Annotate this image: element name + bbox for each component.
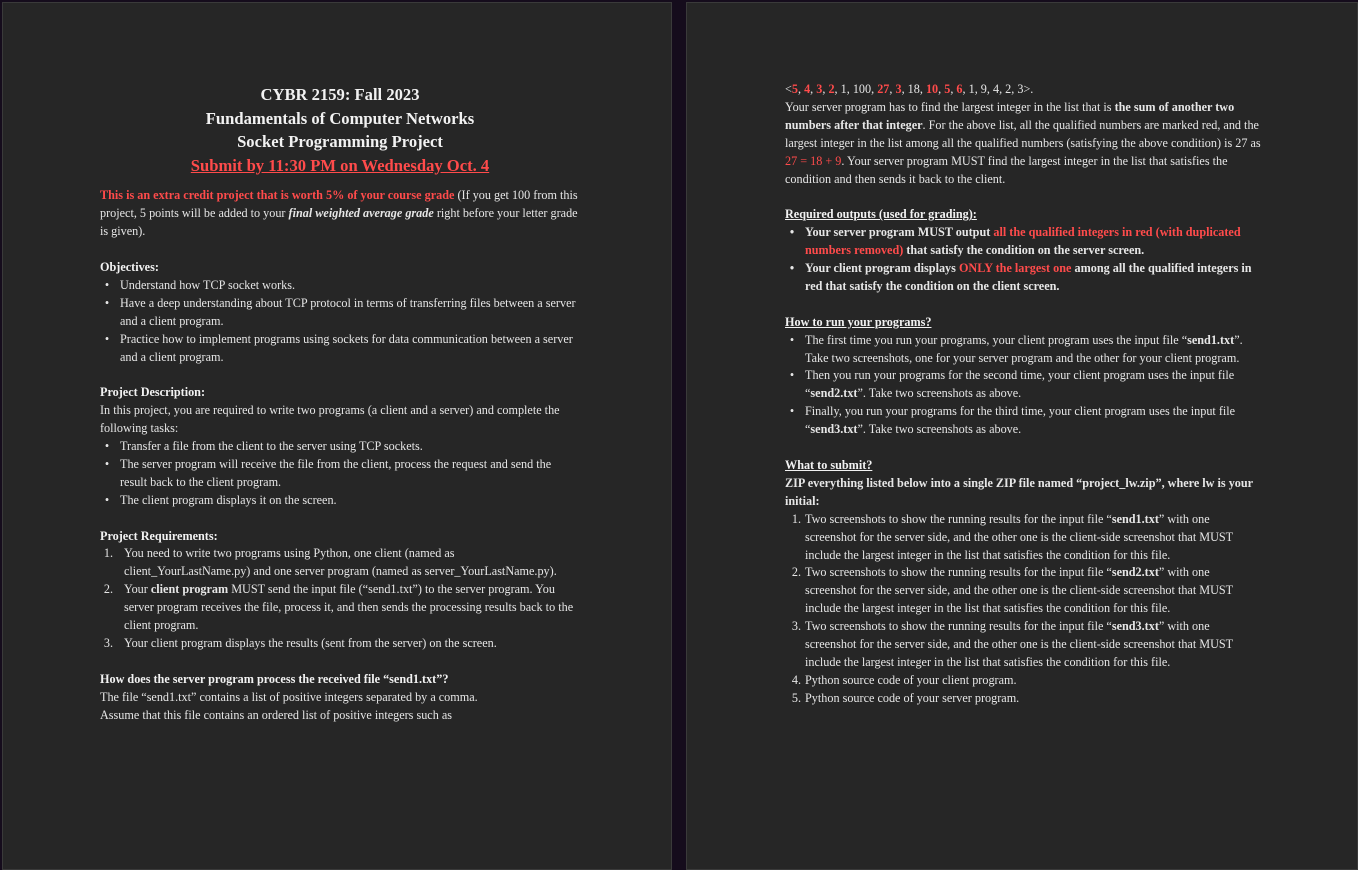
requirements-heading: Project Requirements: xyxy=(100,528,218,543)
project-title: Socket Programming Project xyxy=(237,132,443,152)
example-number: 6 xyxy=(956,82,963,96)
list-item: • The first time you run your programs, your client program uses the input file “send1.txt”. Take two screenshots, one for your server program and the other for your client program. xyxy=(789,332,1243,365)
example-number: 4 xyxy=(804,82,811,96)
list-item: 2. Two screenshots to show the running results for the input file “send2.txt” with one screenshot for the server side, and the other one is the client-side screenshot that MUST include the largest integer in the list that satisfies the condition for this file. xyxy=(791,565,1233,616)
intro-text-2: right before your letter grade is given). xyxy=(100,206,578,239)
example-number: 1 xyxy=(968,82,975,96)
example-numbers: 5, 4, 3, 2, 1, 100, 27, 3, 18, 10, 5, 6, 1, 9, 4, 2, 3 xyxy=(791,82,1024,96)
processing-heading: How does the server program process the received file “send1.txt”? xyxy=(100,671,449,686)
list-item: • The client program displays it on the screen. xyxy=(104,492,337,507)
intro-text-1: (If you get 100 from this project, 5 points will be added to your xyxy=(100,188,578,221)
description-heading: Project Description: xyxy=(100,385,206,400)
example-list: <5, 4, 3, 2, 1, 100, 27, 3, 18, 10, 5, 6, 1, 9, 4, 2, 3>. xyxy=(785,82,1034,96)
submit-list xyxy=(785,511,1261,708)
list-item: 1. Two screenshots to show the running results for the input file “send1.txt” with one screenshot for the server side, and the other one is the client-side screenshot that MUST include the largest integer in the list that satisfies the condition for this file. xyxy=(791,511,1233,562)
outputs-heading: Required outputs (used for grading): xyxy=(785,207,977,222)
description-text: In this project, you are required to write two programs (a client and a server) and complete the following tasks: xyxy=(100,403,560,436)
example-number: 5 xyxy=(791,82,798,96)
list-item: 5. Python source code of your server program. xyxy=(791,690,1020,705)
course-name: Fundamentals of Computer Networks xyxy=(205,108,475,128)
list-item: • Transfer a file from the client to the server using TCP sockets. xyxy=(104,439,423,454)
requirements-list xyxy=(100,545,580,652)
list-item: 4. Python source code of your client program. xyxy=(791,672,1017,687)
list-item: 3. Your client program displays the results (sent from the server) on the screen. xyxy=(103,635,497,650)
outputs-list xyxy=(785,224,1261,296)
objectives-heading: Objectives: xyxy=(100,259,159,274)
document-page-2 xyxy=(686,2,1358,870)
page-2-content xyxy=(785,81,1261,708)
list-item: • Your client program displays ONLY the largest one among all the qualified integers in red that satisfy the condition on the client screen. xyxy=(789,261,1252,293)
list-item: • Finally, you run your programs for the third time, your client program uses the input file “send3.txt”. Take two screenshots as above. xyxy=(789,404,1236,437)
objectives-list xyxy=(100,277,580,367)
sum-example: 27 = 18 + 9 xyxy=(785,153,842,168)
list-item: • Practice how to implement programs using sockets for data communication between a server and a client program. xyxy=(104,331,573,364)
example-number: 3 xyxy=(816,82,823,96)
processing-line-1: The file “send1.txt” contains a list of positive integers separated by a comma. xyxy=(100,689,478,704)
example-number: 10 xyxy=(925,82,939,96)
example-number: 100 xyxy=(852,82,872,96)
extra-credit-note: This is an extra credit project that is worth 5% of your course grade xyxy=(100,188,455,203)
intro-emphasis: final weighted average grade xyxy=(288,206,434,221)
run-list xyxy=(785,332,1261,439)
example-number: 27 xyxy=(877,82,890,96)
list-item: 2. Your client program MUST send the input file (“send1.txt”) to the server program. You server program receives the file, process it, and then sends the processing results back to the client program. xyxy=(103,582,574,633)
deadline: Submit by 11:30 PM on Wednesday Oct. 4 xyxy=(190,155,490,175)
submit-heading: What to submit? xyxy=(785,457,873,472)
document-page-1 xyxy=(2,2,672,870)
list-item: • Then you run your programs for the second time, your client program uses the input file “send2.txt”. Take two screenshots as above. xyxy=(789,368,1235,401)
example-number: 5 xyxy=(944,82,951,96)
list-item: 3. Two screenshots to show the running results for the input file “send3.txt” with one screenshot for the server side, and the other one is the client-side screenshot that MUST include the largest integer in the list that satisfies the condition for this file. xyxy=(791,619,1233,669)
list-item: • Your server program MUST output all the qualified integers in red (with duplicated numbers removed) that satisfy the condition on the server screen. xyxy=(789,225,1241,258)
intro-paragraph xyxy=(100,187,580,241)
example-number: 2 xyxy=(1005,82,1012,96)
explanation-paragraph: Your server program has to find the largest integer in the list that is the sum of another two numbers after that integer. For the above list, all the qualified numbers are marked red, and the largest integer in the list among all the qualified numbers (satisfying the above condition) is 27 as 27 = 18 + 9. Your server program MUST find the largest integer in the list that satisfies the condition and then sends it back to the client. xyxy=(785,99,1261,186)
list-item: • The server program will receive the file from the client, process the request and send the result back to the client program. xyxy=(104,456,552,489)
example-number: 3 xyxy=(895,82,902,96)
list-item: • Understand how TCP socket works. xyxy=(104,277,296,292)
example-number: 18 xyxy=(907,82,920,96)
page-1-content xyxy=(100,83,580,725)
list-item: • Have a deep understanding about TCP protocol in terms of transferring files between a server and a client program. xyxy=(104,295,576,328)
processing-line-2: Assume that this file contains an ordered list of positive integers such as xyxy=(100,707,453,722)
description-list xyxy=(100,438,580,510)
list-item: 1. You need to write two programs using Python, one client (named as client_YourLastName.py) and one server program (named as server_YourLastName.py). xyxy=(103,546,557,579)
example-number: 2 xyxy=(828,82,835,96)
example-number: 4 xyxy=(992,82,1000,96)
submit-intro: ZIP everything listed below into a single ZIP file named “project_lw.zip”, where lw is your initial: xyxy=(785,475,1253,508)
example-number: 9 xyxy=(980,82,987,96)
course-title: CYBR 2159: Fall 2023 xyxy=(260,85,420,104)
example-number: 3 xyxy=(1017,82,1024,96)
example-number: 1 xyxy=(840,82,847,96)
run-heading: How to run your programs? xyxy=(785,314,932,329)
